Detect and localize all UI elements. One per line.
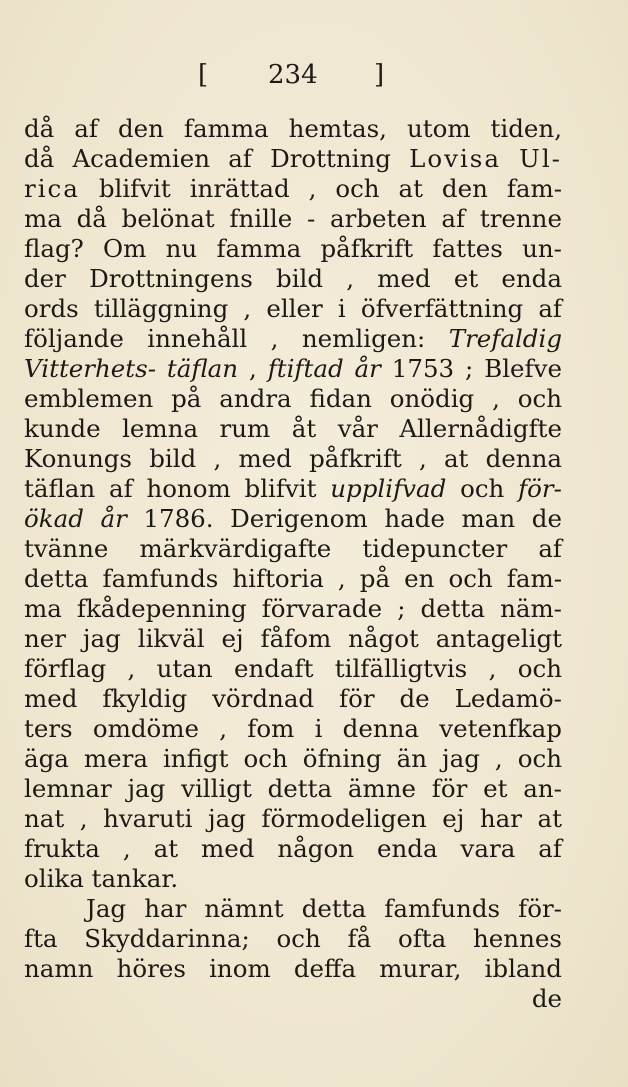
- word: rum: [219, 414, 271, 443]
- text-line: [24, 324, 562, 354]
- word: honom: [146, 474, 231, 503]
- text-line: [24, 804, 562, 834]
- word: den: [117, 114, 164, 143]
- text-line: [24, 624, 562, 654]
- word-italic: Vitterhets-: [24, 354, 156, 383]
- word: eller: [266, 294, 323, 323]
- word-italic: för-: [518, 474, 562, 503]
- text-line: [24, 714, 562, 744]
- word: och: [517, 384, 562, 413]
- word: med: [24, 684, 78, 713]
- word: märkvärdigafte: [139, 534, 332, 563]
- word: ,: [488, 654, 497, 683]
- word: ej: [221, 624, 244, 653]
- word: denna: [485, 444, 562, 473]
- word: Blefve: [484, 354, 562, 383]
- word: fnille: [229, 204, 293, 233]
- word: Drottning: [270, 144, 391, 173]
- word: Jag: [86, 894, 127, 923]
- word: påfkrift: [309, 444, 402, 473]
- body-text: [24, 114, 562, 1014]
- word: ,: [494, 744, 503, 773]
- word: och: [335, 174, 380, 203]
- page-header: [0, 60, 628, 96]
- word: lemnar: [24, 774, 112, 803]
- word: ,: [127, 654, 136, 683]
- word: der: [24, 264, 66, 293]
- word: jag: [127, 774, 166, 803]
- word: murar,: [379, 954, 462, 983]
- text-line: [24, 354, 562, 384]
- text-line: [24, 294, 562, 324]
- word: at: [443, 444, 469, 473]
- word: ,: [219, 714, 228, 743]
- word: vara: [460, 834, 516, 863]
- word: enda: [501, 264, 562, 293]
- word: Ledamö-: [454, 684, 562, 713]
- word: förvarade: [261, 594, 383, 623]
- text-line: [24, 474, 562, 504]
- word: förmodeligen: [261, 804, 427, 833]
- word: fam-: [506, 174, 562, 203]
- word: nat: [24, 804, 65, 833]
- word: famfunds: [384, 894, 501, 923]
- word: och: [517, 744, 562, 773]
- word: an-: [523, 774, 562, 803]
- word: hade: [384, 504, 445, 533]
- page-number: 234: [268, 60, 318, 90]
- word: emblemen: [24, 384, 154, 413]
- word: omdöme: [92, 714, 200, 743]
- word: ,: [492, 384, 500, 413]
- word: ibland: [484, 954, 562, 983]
- word: detta: [267, 774, 333, 803]
- word: fam-: [506, 564, 562, 593]
- word: innehåll: [147, 324, 248, 353]
- word: tvänne: [24, 534, 109, 563]
- word: inrättad: [189, 174, 290, 203]
- word: de: [531, 504, 562, 533]
- word: vördnad: [212, 684, 315, 713]
- word: namn: [24, 954, 94, 983]
- word: hennes: [473, 924, 562, 953]
- text-line: [24, 384, 562, 414]
- text-line: [24, 114, 562, 144]
- word: och: [243, 744, 288, 773]
- text-line: [24, 684, 562, 714]
- text-line: [24, 654, 562, 684]
- word: ,: [308, 174, 317, 203]
- word: hvaruti: [103, 804, 193, 833]
- word-italic: år: [354, 354, 381, 383]
- word: med: [238, 444, 292, 473]
- word: täflan: [24, 474, 96, 503]
- word: tilläggning: [93, 294, 229, 323]
- word: något: [348, 624, 419, 653]
- word: enda: [376, 834, 438, 863]
- word: vetenfkap: [439, 714, 562, 743]
- word: tankar.: [91, 864, 179, 893]
- word: ,: [418, 444, 427, 473]
- word: ämne: [347, 774, 417, 803]
- word: för: [431, 774, 468, 803]
- word: då: [76, 204, 107, 233]
- word: utan: [156, 654, 213, 683]
- word: och: [517, 654, 562, 683]
- word: af: [441, 204, 466, 233]
- word: förflag: [24, 654, 107, 683]
- word: ,: [79, 804, 88, 833]
- word: ,: [337, 564, 346, 593]
- word: af: [538, 294, 562, 323]
- word: ,: [243, 294, 252, 323]
- word: och: [460, 474, 505, 503]
- word: en: [404, 564, 435, 593]
- header-bracket-right: ]: [374, 60, 385, 90]
- word: ma: [24, 204, 62, 233]
- word: ,: [346, 264, 355, 293]
- text-line: [24, 174, 562, 204]
- word: Skyddarinna;: [84, 924, 250, 953]
- word: deffa: [293, 954, 357, 983]
- word: onödig: [389, 384, 475, 413]
- text-line: [24, 264, 562, 294]
- word: ,: [122, 834, 131, 863]
- word: och: [448, 564, 493, 593]
- word: denna: [342, 714, 420, 743]
- word: andra: [219, 384, 292, 413]
- word: ,: [270, 324, 279, 353]
- word: ma: [24, 594, 62, 623]
- word: Academien: [72, 144, 211, 173]
- text-line: [24, 234, 562, 264]
- word: hemtas,: [288, 114, 387, 143]
- text-line: [24, 144, 562, 174]
- word: man: [461, 504, 516, 533]
- word: famma: [183, 114, 269, 143]
- word-italic: år: [100, 504, 127, 533]
- word-italic: Trefaldig: [448, 324, 562, 353]
- word: infigt: [162, 744, 229, 773]
- word: fkyldig: [102, 684, 188, 713]
- word: vår: [337, 414, 378, 443]
- word: någon: [277, 834, 355, 863]
- word: mera: [83, 744, 148, 773]
- word: på: [359, 564, 391, 593]
- word: tilfälligtvis: [334, 654, 468, 683]
- word: at: [398, 174, 423, 203]
- word: tiden,: [490, 114, 562, 143]
- word: med: [377, 264, 431, 293]
- word: famfunds: [102, 564, 219, 593]
- word-small-caps: Lovisa: [409, 144, 501, 173]
- word: ords: [24, 294, 79, 323]
- word: Konungs: [24, 444, 132, 473]
- text-line: [24, 954, 562, 984]
- text-line: [24, 924, 562, 954]
- word: jag: [442, 744, 480, 773]
- word-italic: ökad: [24, 504, 84, 533]
- word: -: [307, 204, 316, 233]
- text-line: [24, 534, 562, 564]
- word: ,: [248, 354, 257, 383]
- text-line: [24, 504, 562, 534]
- word: fattes: [432, 234, 503, 263]
- word: jag: [207, 804, 246, 833]
- word: har: [479, 804, 522, 833]
- word: fidan: [309, 384, 372, 413]
- word-italic: upplifvad: [330, 474, 447, 503]
- word: af: [538, 534, 562, 563]
- word-italic: täflan: [166, 354, 239, 383]
- word-italic: ftiftad: [267, 354, 344, 383]
- word: ters: [24, 714, 73, 743]
- word: fta: [24, 924, 58, 953]
- word: blifvit: [98, 174, 171, 203]
- word: på: [171, 384, 202, 413]
- catchword-line: [24, 984, 562, 1014]
- word: ej: [442, 804, 465, 833]
- word: Drottningens: [89, 264, 253, 293]
- catchword: de: [531, 984, 562, 1013]
- word: blifvit: [244, 474, 317, 503]
- word: ,: [213, 444, 222, 473]
- word: un-: [522, 234, 562, 263]
- word: för: [339, 684, 375, 713]
- word: ;: [397, 594, 406, 623]
- text-line: [24, 594, 562, 624]
- word: kunde: [24, 414, 101, 443]
- word: belönat: [121, 204, 215, 233]
- word: nu: [165, 234, 198, 263]
- word: likväl: [137, 624, 205, 653]
- word: äga: [24, 744, 69, 773]
- word: at: [153, 834, 179, 863]
- word: tidepuncter: [362, 534, 508, 563]
- word: Om: [103, 234, 147, 263]
- text-line: [24, 444, 562, 474]
- word: trenne: [479, 204, 562, 233]
- word: Allernådigfte: [399, 414, 562, 443]
- word: nemligen:: [301, 324, 426, 353]
- word: de: [399, 684, 430, 713]
- word: fkådepenning: [76, 594, 247, 623]
- word: åt: [291, 414, 317, 443]
- word: utom: [406, 114, 471, 143]
- word: 1753: [391, 354, 455, 383]
- word: öfverfättning: [360, 294, 524, 323]
- word: endaft: [233, 654, 314, 683]
- word: då: [24, 114, 55, 143]
- word: fom: [247, 714, 295, 743]
- text-line: [24, 864, 562, 894]
- word: öfning: [302, 744, 382, 773]
- word-small-caps: Ul-: [519, 144, 562, 173]
- word: et: [483, 774, 508, 803]
- word: Derigenom: [230, 504, 368, 533]
- word: at: [537, 804, 562, 833]
- word: bild: [276, 264, 324, 293]
- word: nämnt: [204, 894, 284, 923]
- word: antageligt: [435, 624, 562, 653]
- word: i: [337, 294, 346, 323]
- word: flag?: [24, 234, 84, 263]
- word: detta: [420, 594, 486, 623]
- text-line: [24, 774, 562, 804]
- word: få: [347, 924, 372, 953]
- word: höres: [116, 954, 186, 983]
- word: frukta: [24, 834, 100, 863]
- word: följande: [24, 324, 124, 353]
- word: påfkrift: [320, 234, 414, 263]
- text-line: [24, 204, 562, 234]
- word: näm-: [500, 594, 562, 623]
- text-line: [24, 414, 562, 444]
- word: i: [314, 714, 323, 743]
- word: villigt: [181, 774, 252, 803]
- word: olika: [24, 864, 84, 893]
- word: har: [144, 894, 187, 923]
- word: hiftoria: [232, 564, 324, 593]
- text-line: [24, 744, 562, 774]
- word: af: [228, 144, 252, 173]
- word-small-caps: rica: [24, 174, 80, 203]
- word: då: [24, 144, 55, 173]
- word: för-: [518, 894, 562, 923]
- word: lemna: [122, 414, 199, 443]
- header-bracket-left: [: [198, 60, 209, 90]
- text-line: [24, 834, 562, 864]
- word: ;: [465, 354, 474, 383]
- word: af: [74, 114, 98, 143]
- word: ner: [24, 624, 66, 653]
- word: den: [441, 174, 488, 203]
- word: inom: [209, 954, 271, 983]
- word: detta: [301, 894, 367, 923]
- word: och: [276, 924, 321, 953]
- word: än: [396, 744, 428, 773]
- word: fåfom: [260, 624, 332, 653]
- word: af: [538, 834, 562, 863]
- text-line: [24, 564, 562, 594]
- word: et: [453, 264, 479, 293]
- word: jag: [82, 624, 121, 653]
- word: detta: [24, 564, 89, 593]
- word: ofta: [397, 924, 447, 953]
- word: bild: [149, 444, 197, 473]
- text-line: [24, 894, 562, 924]
- word: af: [108, 474, 133, 503]
- word: 1786.: [143, 504, 214, 533]
- word: famma: [216, 234, 302, 263]
- word: arbeten: [330, 204, 427, 233]
- word: med: [201, 834, 255, 863]
